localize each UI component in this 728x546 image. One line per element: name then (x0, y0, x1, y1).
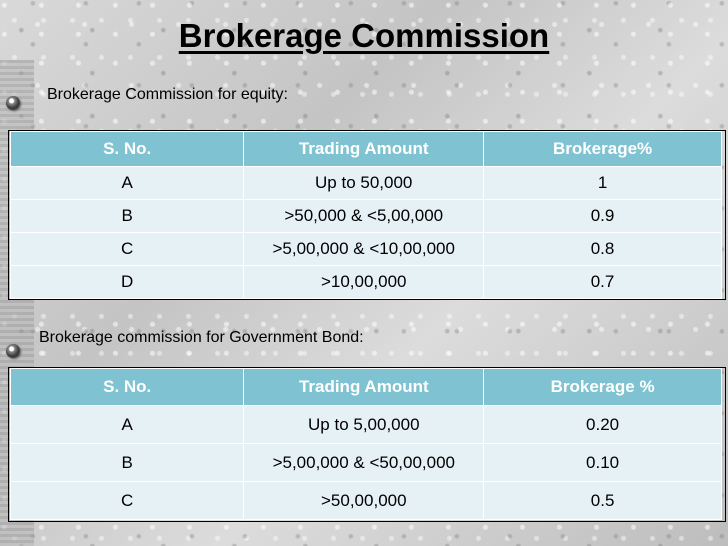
cell-trading-amount: >50,000 & <5,00,000 (244, 200, 484, 233)
cell-sno: C (11, 233, 244, 266)
cell-trading-amount: >10,00,000 (244, 266, 484, 299)
cell-trading-amount: >5,00,000 & <50,00,000 (244, 444, 484, 482)
cell-sno: B (11, 200, 244, 233)
cell-sno: D (11, 266, 244, 299)
cell-trading-amount: >5,00,000 & <10,00,000 (244, 233, 484, 266)
binder-ring-icon (6, 96, 20, 110)
cell-brokerage: 0.9 (484, 200, 722, 233)
equity-table-frame (8, 130, 726, 300)
cell-trading-amount: Up to 50,000 (244, 167, 484, 200)
cell-sno: B (11, 444, 244, 482)
cell-brokerage: 0.7 (484, 266, 722, 299)
col-header-brokerage: Brokerage% (484, 132, 722, 167)
col-header-brokerage: Brokerage % (484, 369, 722, 406)
cell-brokerage: 0.10 (484, 444, 722, 482)
cell-brokerage: 1 (484, 167, 722, 200)
binder-ring-icon (6, 344, 20, 358)
cell-trading-amount: >50,00,000 (244, 482, 484, 520)
cell-brokerage: 0.20 (484, 406, 722, 444)
cell-trading-amount: Up to 5,00,000 (244, 406, 484, 444)
bond-heading: Brokerage commission for Government Bond: (39, 329, 364, 346)
col-header-sno: S. No. (11, 369, 244, 406)
cell-sno: A (11, 167, 244, 200)
cell-brokerage: 0.8 (484, 233, 722, 266)
col-header-trading-amount: Trading Amount (244, 369, 484, 406)
cell-sno: A (11, 406, 244, 444)
col-header-trading-amount: Trading Amount (244, 132, 484, 167)
equity-heading: Brokerage Commission for equity: (47, 86, 288, 103)
page-title: Brokerage Commission (178, 17, 550, 54)
cell-brokerage: 0.5 (484, 482, 722, 520)
col-header-sno: S. No. (11, 132, 244, 167)
cell-sno: C (11, 482, 244, 520)
bond-table-frame (8, 367, 726, 522)
